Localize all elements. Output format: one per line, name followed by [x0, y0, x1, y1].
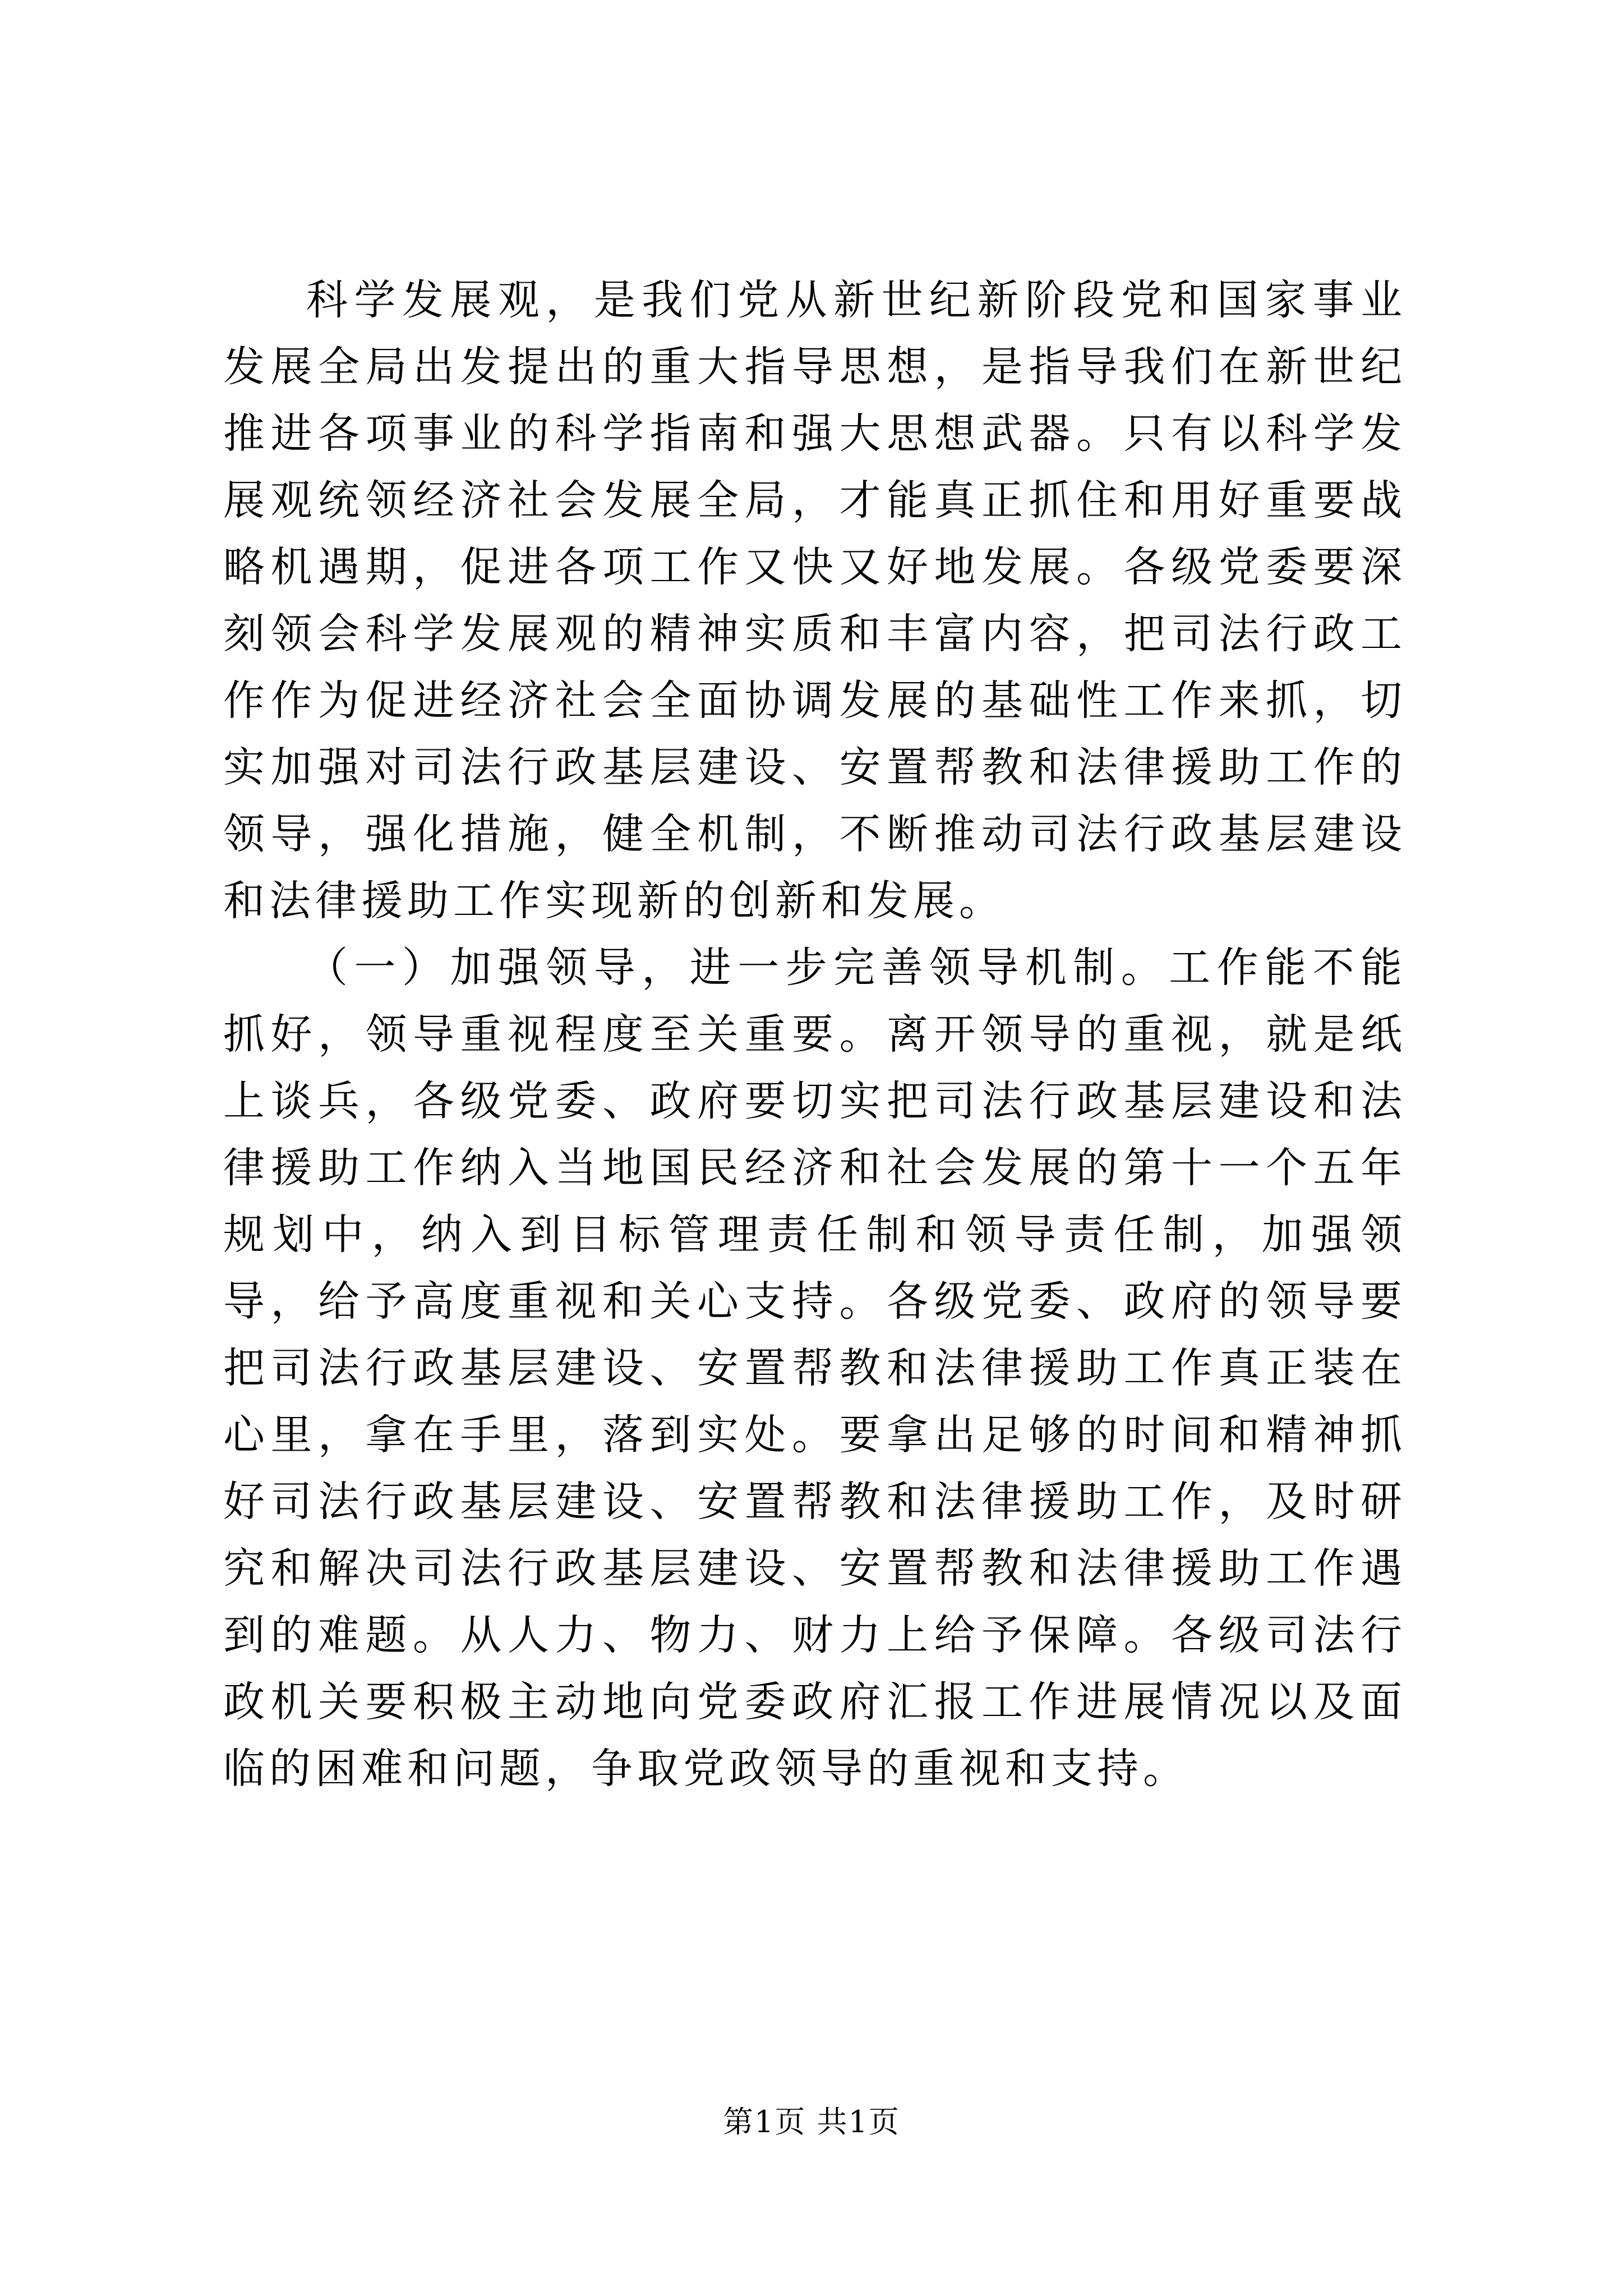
paragraph-scientific-development: 科学发展观，是我们党从新世纪新阶段党和国家事业发展全局出发提出的重大指导思想，是指导我们在新世纪推进各项事业的科学指南和强大思想武器。只有以科学发展观统领经济社会发展全局，才能真正抓住和用好重要战略机遇期，促进各项工作又快又好地发展。各级党委要深刻领会科学发展观的精神实质和丰富内容，把司法行政工作作为促进经济社会全面协调发展的基础性工作来抓，切实加强对司法行政基层建设、安置帮教和法律援助工作的领导，强化措施，健全机制，不断推动司法行政基层建设和法律援助工作实现新的创新和发展。: [223, 276, 1407, 925]
page-number-footer: 第1页 共1页: [723, 2104, 900, 2139]
document-body: [223, 267, 1407, 1802]
paragraph-strengthen-leadership: （一）加强领导，进一步完善领导机制。工作能不能抓好，领导重视程度至关重要。离开领导的重视，就是纸上谈兵，各级党委、政府要切实把司法行政基层建设和法律援助工作纳入当地国民经济和社会发展的第十一个五年规划中，纳入到目标管理责任制和领导责任制，加强领导，给予高度重视和关心支持。各级党委、政府的领导要把司法行政基层建设、安置帮教和法律援助工作真正装在心里，拿在手里，落到实处。要拿出足够的时间和精神抓好司法行政基层建设、安置帮教和法律援助工作，及时研究和解决司法行政基层建设、安置帮教和法律援助工作遇到的难题。从人力、物力、财力上给予保障。各级司法行政机关要积极主动地向党委政府汇报工作进展情况以及面临的困难和问题，争取党政领导的重视和支持。: [223, 944, 1407, 1793]
